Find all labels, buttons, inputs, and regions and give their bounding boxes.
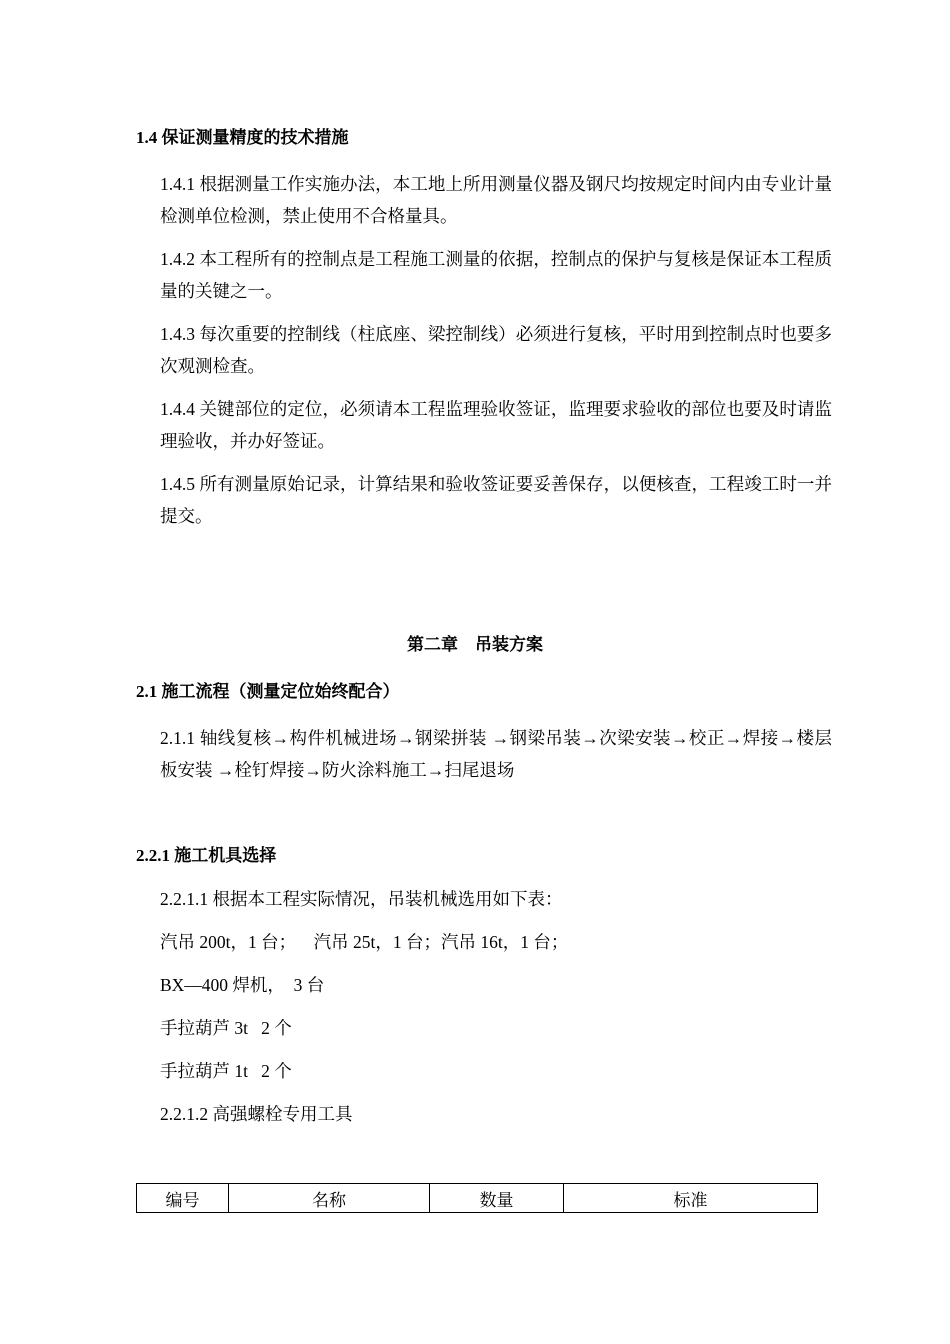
paragraph-text: 1.4.5 所有测量原始记录，计算结果和验收签证要妥善保存，以便核查，工程竣工时一并提交。: [160, 474, 832, 526]
paragraph-1-4-4: [116, 393, 832, 457]
section-heading-2-2-1: 2.2.1 施工机具选择: [136, 846, 277, 865]
equipment-line-3: BX—400 焊机， 3 台: [160, 975, 325, 995]
paragraph-text: 2.1.1 轴线复核→构件机械进场→钢梁拼装 →钢梁吊装→次梁安装→校正→焊接→楼层板安装 →栓钉焊接→防火涂料施工→扫尾退场: [160, 728, 832, 780]
paragraph-text: 1.4.2 本工程所有的控制点是工程施工测量的依据，控制点的保护与复核是保证本工程质量的关键之一。: [160, 249, 832, 301]
paragraph-text: 1.4.3 每次重要的控制线（柱底座、梁控制线）必须进行复核，平时用到控制点时也要多次观测检查。: [160, 324, 832, 376]
equipment-line-1: 2.2.1.1 根据本工程实际情况，吊装机械选用如下表：: [160, 889, 563, 909]
paragraph-text: 1.4.1 根据测量工作实施办法，本工地上所用测量仪器及钢尺均按规定时间内由专业计量检测单位检测，禁止使用不合格量具。: [160, 174, 832, 226]
chapter-title: 第二章 吊装方案: [407, 635, 543, 654]
paragraph-1-4-3: [116, 318, 832, 382]
paragraph-2-1-1: [116, 722, 832, 786]
tool-table: [136, 1183, 818, 1213]
section-heading-1-4: 1.4 保证测量精度的技术措施: [136, 128, 349, 147]
equipment-line-4: 手拉葫芦 3t 2 个: [160, 1018, 292, 1038]
equipment-line-5: 手拉葫芦 1t 2 个: [160, 1061, 292, 1081]
paragraph-1-4-2: [116, 243, 832, 307]
table-header-cell: 名称: [229, 1184, 430, 1213]
table-header-cell: 标准: [564, 1184, 818, 1213]
paragraph-text: 1.4.4 关键部位的定位，必须请本工程监理验收签证，监理要求验收的部位也要及时请监理验收，并办好签证。: [160, 399, 832, 451]
equipment-line-2: 汽吊 200t，1 台； 汽吊 25t，1 台；汽吊 16t，1 台；: [160, 932, 569, 952]
section-heading-2-1: 2.1 施工流程（测量定位始终配合）: [136, 682, 400, 701]
table-header-cell: 数量: [430, 1184, 564, 1213]
paragraph-1-4-5: [116, 468, 832, 532]
equipment-line-6: 2.2.1.2 高强螺栓专用工具: [160, 1104, 353, 1124]
table-header-cell: 编号: [137, 1184, 229, 1213]
paragraph-1-4-1: [116, 168, 832, 232]
table-header-row: [137, 1184, 818, 1213]
